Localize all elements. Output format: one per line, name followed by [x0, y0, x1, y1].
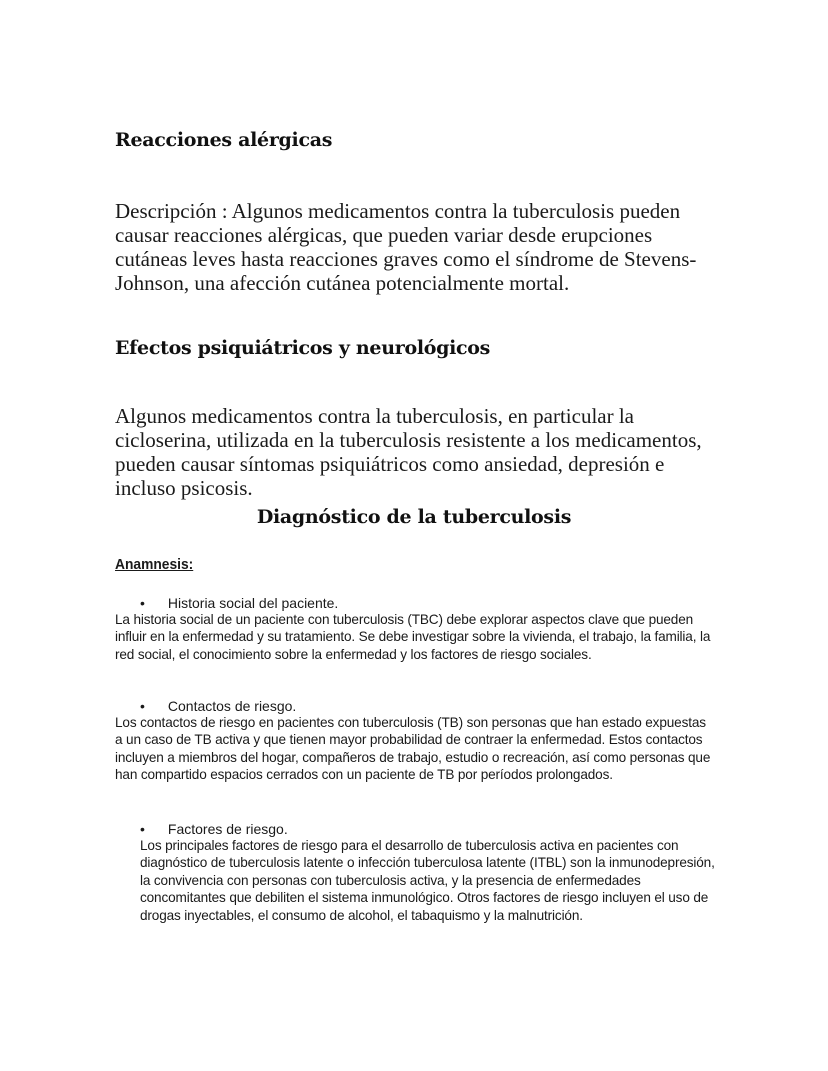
list-item-risk-factors	[140, 820, 288, 838]
bullet-icon: •	[140, 821, 145, 837]
list-item-label: Factores de riesgo.	[167, 821, 288, 837]
heading-allergic-reactions: Reacciones alérgicas	[115, 129, 333, 151]
paragraph-risk-factors: Los principales factores de riesgo para el desarrollo de tuberculosis activa en pacientes con diagnóstico de tuberculosis latente o infección tuberculosa latente (ITBL) son la inmunodepresión, la convivencia con personas con tuberculosis activa, y la presencia de enfermedades concomitantes que debiliten el sistema inmunológico. Otros factores de riesgo incluyen el uso de drogas inyectables, el consumo de alcohol, el tabaquismo y la malnutrición.	[140, 838, 715, 923]
list-item-label: Historia social del paciente.	[167, 595, 339, 611]
heading-psychiatric-effects: Efectos psiquiátricos y neurológicos	[115, 337, 491, 359]
paragraph-risk-contacts: Los contactos de riesgo en pacientes con tuberculosis (TB) son personas que han estado expuestas a un caso de TB activa y que tienen mayor probabilidad de contraer la enfermedad. Estos contactos incluyen a miembros del hogar, compañeros de trabajo, estudio o recreación, así como personas que han compartido espacios cerrados con un paciente de TB por períodos prolongados.	[115, 715, 711, 783]
list-item-label: Contactos de riesgo.	[167, 698, 297, 714]
anamnesis-subheading: Anamnesis:	[115, 556, 194, 573]
paragraph-social-history: La historia social de un paciente con tuberculosis (TBC) debe explorar aspectos clave que pueden influir en la enfermedad y su tratamiento. Se debe investigar sobre la vivienda, el trabajo, la familia, la red social, el conocimiento sobre la enfermedad y los factores de riesgo sociales.	[115, 612, 711, 662]
bullet-icon: •	[140, 698, 145, 714]
bullet-icon: •	[140, 595, 145, 611]
diagnosis-title: Diagnóstico de la tuberculosis	[256, 506, 572, 528]
paragraph-psychiatric-effects: Algunos medicamentos contra la tuberculosis, en particular la cicloserina, utilizada en la tuberculosis resistente a los medicamentos, pueden causar síntomas psiquiátricos como ansiedad, depresión e incluso psicosis.	[115, 404, 702, 500]
list-item-risk-contacts	[140, 697, 296, 715]
list-item-social-history	[140, 594, 338, 612]
paragraph-allergic-reactions: Descripción : Algunos medicamentos contra la tuberculosis pueden causar reacciones alérgicas, que pueden variar desde erupciones cutáneas leves hasta reacciones graves como el síndrome de Stevens-Johnson, una afección cutánea potencialmente mortal.	[115, 199, 697, 295]
